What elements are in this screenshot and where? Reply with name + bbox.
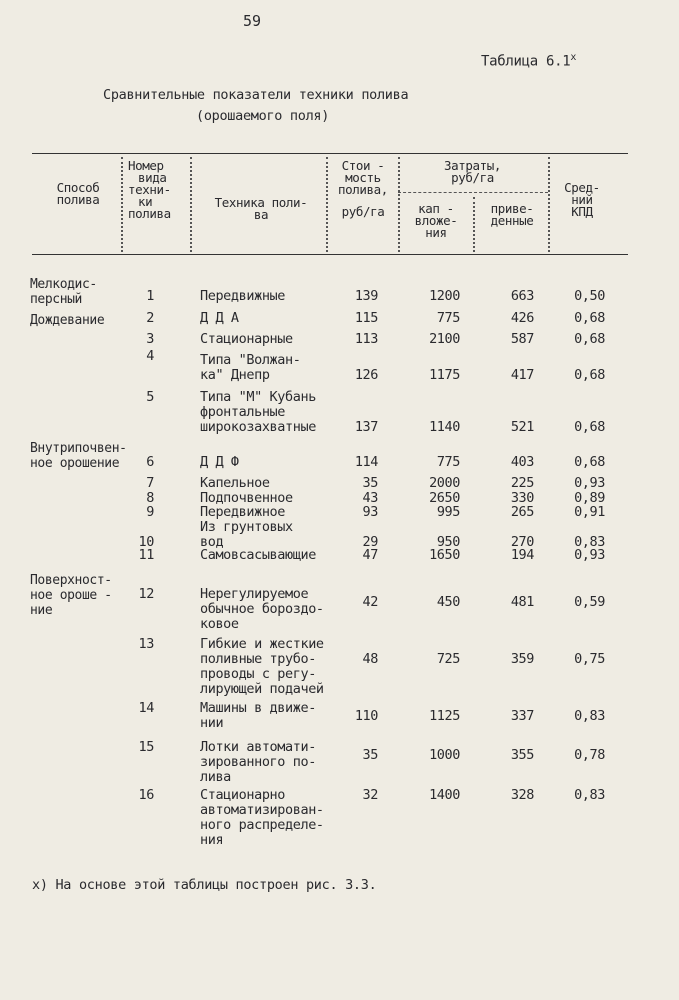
expenses-sub-rule (398, 192, 548, 193)
technique-line: ния (200, 832, 224, 848)
header-method-l2: полива (56, 192, 100, 207)
header-type-no (128, 160, 188, 220)
header-cost-l2: мость (345, 170, 381, 185)
cell-capital: 995 (436, 504, 460, 520)
technique-line: лива (200, 769, 231, 785)
cell-cost: 110 (354, 708, 378, 724)
cell-technique (200, 476, 270, 491)
cell-capital: 1125 (429, 708, 460, 724)
cell-capital: 2650 (429, 490, 460, 506)
cell-technique (200, 505, 285, 520)
technique-line: Гибкие и жесткие (200, 636, 324, 652)
technique-line: Подпочвенное (200, 490, 293, 506)
header-efficiency-l3: КПД (571, 204, 593, 219)
table-header-bottom-rule (32, 254, 628, 255)
technique-line: нии (200, 715, 224, 731)
cell-reduced: 521 (510, 419, 534, 435)
cell-eff: 0,68 (574, 331, 605, 347)
cell-reduced: 355 (510, 747, 534, 763)
cell-technique (200, 548, 316, 563)
cell-eff: 0,83 (574, 708, 605, 724)
cell-capital: 450 (436, 594, 460, 610)
cell-reduced: 225 (510, 475, 534, 491)
cell-reduced: 270 (510, 534, 534, 550)
cell-technique (200, 788, 324, 848)
cell-cost: 115 (354, 310, 378, 326)
cell-cost: 113 (354, 331, 378, 347)
technique-line: проводы с регу- (200, 666, 316, 682)
group-line: ное орошение (30, 456, 120, 471)
header-expenses (400, 160, 545, 184)
group-line: Внутрипочвен- (30, 441, 127, 456)
header-capital-l2: вложе- (414, 213, 458, 228)
cell-eff: 0,75 (574, 651, 605, 667)
cell-eff: 0,83 (574, 534, 605, 550)
header-type-no-l4: ки (138, 194, 153, 209)
cell-eff: 0,93 (574, 547, 605, 563)
cell-capital: 1400 (429, 787, 460, 803)
cell-capital: 1000 (429, 747, 460, 763)
cell-cost: 137 (354, 419, 378, 435)
technique-line: Нерегулируемое (200, 586, 309, 602)
technique-line: ка" Днепр (200, 367, 270, 383)
cell-capital: 1140 (429, 419, 460, 435)
cell-num: 11 (138, 547, 154, 563)
cell-capital: 1200 (429, 288, 460, 304)
group-sprinkling-fine (30, 277, 97, 307)
cell-technique (200, 390, 316, 435)
cell-reduced: 330 (510, 490, 534, 506)
technique-line: Из грунтовых (200, 519, 293, 535)
technique-line: Стационарные (200, 331, 293, 347)
header-reduced (476, 203, 548, 227)
cell-num: 4 (146, 348, 154, 364)
cell-technique (200, 701, 316, 731)
cell-cost: 42 (362, 594, 378, 610)
technique-line: широкозахватные (200, 419, 316, 435)
technique-line: Передвижные (200, 288, 286, 304)
cell-reduced: 403 (510, 454, 534, 470)
cell-technique (200, 311, 239, 326)
cell-cost: 47 (362, 547, 378, 563)
cell-num: 5 (146, 389, 154, 405)
technique-line: фронтальные (200, 404, 286, 420)
cell-eff: 0,68 (574, 419, 605, 435)
cell-technique (200, 353, 300, 383)
group-line: Поверхност- (30, 573, 112, 588)
cell-reduced: 417 (510, 367, 534, 383)
cell-technique (200, 332, 293, 347)
cell-cost: 32 (362, 787, 378, 803)
cell-eff: 0,91 (574, 504, 605, 520)
group-subsurface (30, 441, 127, 471)
header-reduced-l2: денные (490, 213, 534, 228)
cell-capital: 2100 (429, 331, 460, 347)
cell-reduced: 481 (510, 594, 534, 610)
cell-capital: 725 (436, 651, 460, 667)
header-cost-l1: Стои - (341, 158, 385, 173)
technique-line: Д Д Ф (200, 454, 239, 470)
technique-line: обычное бороздо- (200, 601, 324, 617)
header-cost-l4: руб/га (341, 204, 385, 219)
cell-eff: 0,68 (574, 367, 605, 383)
cell-num: 10 (138, 534, 154, 550)
technique-line: ного распределе- (200, 817, 324, 833)
technique-line: Передвижное (200, 504, 286, 520)
cell-cost: 35 (362, 475, 378, 491)
group-line: Мелкодис- (30, 277, 97, 292)
cell-num: 14 (138, 700, 154, 716)
cell-reduced: 663 (510, 288, 534, 304)
cell-capital: 2000 (429, 475, 460, 491)
table-subtitle: (орошаемого поля) (196, 108, 330, 124)
table-label-text: Таблица 6.1 (481, 53, 571, 70)
header-type-no-l1: Номер (128, 158, 164, 173)
cell-technique (200, 289, 285, 304)
table-title: Сравнительные показатели техники полива (103, 87, 409, 103)
technique-line: Типа "Волжан- (200, 352, 301, 368)
cell-reduced: 337 (510, 708, 534, 724)
footnote: x) На основе этой таблицы построен рис. 3.3. (32, 877, 377, 893)
cell-cost: 29 (362, 534, 378, 550)
header-efficiency (552, 182, 612, 218)
col-sep-6 (548, 157, 550, 252)
cell-num: 16 (138, 787, 154, 803)
header-technique-l1: Техника поли- (214, 195, 308, 210)
header-cost (328, 160, 398, 218)
cell-technique (200, 740, 316, 785)
cell-capital: 775 (436, 454, 460, 470)
header-type-no-l2: вида (138, 170, 167, 185)
cell-eff: 0,50 (574, 288, 605, 304)
cell-num: 7 (146, 475, 154, 491)
technique-line: Машины в движе- (200, 700, 316, 716)
header-technique-l2: ва (253, 207, 269, 222)
technique-line: Д Д А (200, 310, 239, 326)
header-expenses-l1: Затраты, (443, 158, 501, 173)
header-technique (196, 197, 326, 221)
technique-line: Стационарно (200, 787, 286, 803)
col-sep-1 (121, 157, 123, 252)
cell-cost: 114 (354, 454, 378, 470)
cell-reduced: 426 (510, 310, 534, 326)
cell-reduced: 265 (510, 504, 534, 520)
header-method-l1: Способ (56, 180, 100, 195)
group-line: Дождевание (30, 313, 105, 328)
cell-num: 2 (146, 310, 154, 326)
col-sep-5 (473, 197, 475, 252)
table-top-rule (32, 153, 628, 154)
cell-eff: 0,89 (574, 490, 605, 506)
header-efficiency-l2: ний (571, 192, 593, 207)
cell-reduced: 194 (510, 547, 534, 563)
col-sep-2 (190, 157, 192, 252)
cell-eff: 0,68 (574, 454, 605, 470)
header-reduced-l1: приве- (490, 201, 534, 216)
cell-cost: 43 (362, 490, 378, 506)
header-expenses-l2: руб/га (451, 170, 494, 185)
technique-line: поливные трубо- (200, 651, 316, 667)
table-label-sup: x (570, 52, 577, 63)
technique-line: вод (200, 534, 224, 550)
technique-line: Капельное (200, 475, 270, 491)
cell-eff: 0,68 (574, 310, 605, 326)
header-efficiency-l1: Сред- (564, 180, 600, 195)
cell-eff: 0,83 (574, 787, 605, 803)
header-type-no-l5: полива (128, 206, 171, 221)
group-line: ное ороше - (30, 588, 112, 603)
header-type-no-l3: техни- (128, 182, 171, 197)
cell-technique (200, 520, 293, 550)
group-line: ние (30, 603, 53, 618)
cell-cost: 126 (354, 367, 378, 383)
cell-reduced: 587 (510, 331, 534, 347)
technique-line: зированного по- (200, 754, 316, 770)
cell-technique (200, 587, 324, 632)
header-capital-l3: ния (425, 225, 447, 240)
cell-capital: 1175 (429, 367, 460, 383)
header-capital-l1: кап - (418, 201, 454, 216)
cell-capital: 1650 (429, 547, 460, 563)
group-line: персный (30, 292, 82, 307)
cell-eff: 0,59 (574, 594, 605, 610)
cell-num: 15 (138, 739, 154, 755)
cell-cost: 139 (354, 288, 378, 304)
group-surface (30, 573, 112, 618)
cell-num: 8 (146, 490, 154, 506)
cell-num: 13 (138, 636, 154, 652)
cell-technique (200, 455, 239, 470)
cell-cost: 48 (362, 651, 378, 667)
page-number: 59 (243, 12, 262, 30)
cell-cost: 93 (362, 504, 378, 520)
technique-line: лирующей подачей (200, 681, 324, 697)
technique-line: Лотки автомати- (200, 739, 316, 755)
cell-num: 9 (146, 504, 154, 520)
header-capital (400, 203, 472, 239)
cell-reduced: 359 (510, 651, 534, 667)
cell-capital: 950 (436, 534, 460, 550)
header-method (36, 182, 120, 206)
header-cost-l3: полива, (338, 182, 388, 197)
cell-num: 6 (146, 454, 154, 470)
cell-num: 1 (146, 288, 154, 304)
technique-line: ковое (200, 616, 239, 632)
cell-cost: 35 (362, 747, 378, 763)
technique-line: Типа "М" Кубань (200, 389, 316, 405)
technique-line: Самовсасывающие (200, 547, 316, 563)
cell-eff: 0,78 (574, 747, 605, 763)
cell-technique (200, 637, 324, 697)
group-sprinkling (30, 313, 104, 328)
cell-capital: 775 (436, 310, 460, 326)
cell-num: 3 (146, 331, 154, 347)
cell-reduced: 328 (510, 787, 534, 803)
technique-line: автоматизирован- (200, 802, 324, 818)
cell-eff: 0,93 (574, 475, 605, 491)
table-label (481, 52, 576, 70)
cell-num: 12 (138, 586, 154, 602)
